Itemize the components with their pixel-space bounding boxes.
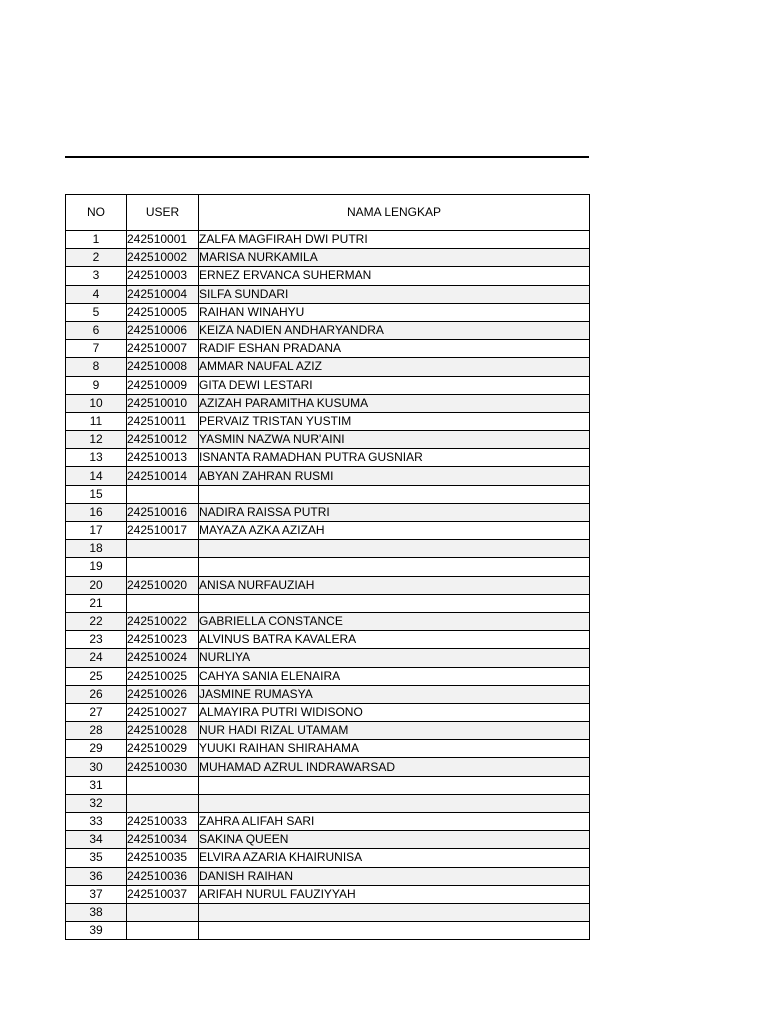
table-row [66,376,590,394]
header-no: NO [66,195,127,231]
table-row [66,321,590,339]
row-number-cell: 13 [66,449,127,467]
user-id-cell [127,594,199,612]
row-number-cell: 23 [66,631,127,649]
full-name-cell: ELVIRA AZARIA KHAIRUNISA [199,849,590,867]
user-id-cell: 242510024 [127,649,199,667]
user-id-cell: 242510005 [127,303,199,321]
full-name-cell: NUR HADI RIZAL UTAMAM [199,722,590,740]
row-number-cell: 31 [66,776,127,794]
user-id-cell: 242510020 [127,576,199,594]
user-id-cell: 242510013 [127,449,199,467]
table-row [66,685,590,703]
user-id-cell: 242510035 [127,849,199,867]
table-row [66,285,590,303]
row-number-cell: 18 [66,540,127,558]
user-id-cell: 242510033 [127,813,199,831]
user-id-cell: 242510030 [127,758,199,776]
user-id-cell: 242510002 [127,249,199,267]
full-name-cell: ARIFAH NURUL FAUZIYYAH [199,885,590,903]
full-name-cell: NURLIYA [199,649,590,667]
top-rule-divider [65,156,589,158]
full-name-cell: AZIZAH PARAMITHA KUSUMA [199,394,590,412]
row-number-cell: 28 [66,722,127,740]
user-id-cell: 242510011 [127,412,199,430]
user-roster-table [65,194,590,940]
full-name-cell: RAIHAN WINAHYU [199,303,590,321]
table-row [66,540,590,558]
row-number-cell: 24 [66,649,127,667]
full-name-cell [199,540,590,558]
row-number-cell: 25 [66,667,127,685]
full-name-cell: KEIZA NADIEN ANDHARYANDRA [199,321,590,339]
user-id-cell: 242510036 [127,867,199,885]
row-number-cell: 20 [66,576,127,594]
table-row [66,576,590,594]
header-user: USER [127,195,199,231]
table-row [66,885,590,903]
full-name-cell [199,485,590,503]
row-number-cell: 15 [66,485,127,503]
row-number-cell: 29 [66,740,127,758]
full-name-cell: ERNEZ ERVANCA SUHERMAN [199,267,590,285]
full-name-cell: SILFA SUNDARI [199,285,590,303]
full-name-cell: CAHYA SANIA ELENAIRA [199,667,590,685]
user-id-cell [127,922,199,940]
user-id-cell: 242510034 [127,831,199,849]
full-name-cell: MARISA NURKAMILA [199,249,590,267]
full-name-cell: PERVAIZ TRISTAN YUSTIM [199,412,590,430]
row-number-cell: 19 [66,558,127,576]
user-id-cell: 242510016 [127,503,199,521]
user-id-cell: 242510010 [127,394,199,412]
table-row [66,649,590,667]
table-row [66,340,590,358]
table-row [66,412,590,430]
table-row [66,303,590,321]
full-name-cell: ZAHRA ALIFAH SARI [199,813,590,831]
user-id-cell: 242510029 [127,740,199,758]
row-number-cell: 38 [66,903,127,921]
table-row [66,667,590,685]
user-id-cell: 242510025 [127,667,199,685]
table-row [66,249,590,267]
full-name-cell: NADIRA RAISSA PUTRI [199,503,590,521]
user-id-cell: 242510028 [127,722,199,740]
table-row [66,867,590,885]
user-id-cell: 242510014 [127,467,199,485]
table-row [66,849,590,867]
table-row [66,503,590,521]
table-row [66,903,590,921]
header-full-name: NAMA LENGKAP [199,195,590,231]
user-id-cell: 242510007 [127,340,199,358]
full-name-cell: YASMIN NAZWA NUR'AINI [199,431,590,449]
row-number-cell: 22 [66,612,127,630]
user-id-cell: 242510008 [127,358,199,376]
row-number-cell: 30 [66,758,127,776]
table-row [66,522,590,540]
row-number-cell: 5 [66,303,127,321]
table-row [66,594,590,612]
full-name-cell [199,776,590,794]
table-row [66,631,590,649]
row-number-cell: 35 [66,849,127,867]
full-name-cell: AMMAR NAUFAL AZIZ [199,358,590,376]
full-name-cell: YUUKI RAIHAN SHIRAHAMA [199,740,590,758]
row-number-cell: 37 [66,885,127,903]
table-row [66,358,590,376]
row-number-cell: 39 [66,922,127,940]
table-body [66,231,590,940]
user-id-cell: 242510012 [127,431,199,449]
user-id-cell [127,776,199,794]
full-name-cell: DANISH RAIHAN [199,867,590,885]
user-id-cell [127,903,199,921]
user-id-cell: 242510001 [127,231,199,249]
full-name-cell [199,558,590,576]
user-id-cell [127,558,199,576]
row-number-cell: 32 [66,794,127,812]
table-row [66,612,590,630]
full-name-cell: RADIF ESHAN PRADANA [199,340,590,358]
full-name-cell [199,794,590,812]
row-number-cell: 4 [66,285,127,303]
table-header-row [66,195,590,231]
user-id-cell [127,540,199,558]
row-number-cell: 33 [66,813,127,831]
table-row [66,431,590,449]
full-name-cell [199,922,590,940]
user-id-cell: 242510009 [127,376,199,394]
user-id-cell: 242510006 [127,321,199,339]
table-row [66,813,590,831]
full-name-cell: GITA DEWI LESTARI [199,376,590,394]
user-id-cell: 242510027 [127,703,199,721]
user-id-cell: 242510017 [127,522,199,540]
table-row [66,758,590,776]
table-row [66,922,590,940]
table-row [66,449,590,467]
row-number-cell: 1 [66,231,127,249]
row-number-cell: 9 [66,376,127,394]
full-name-cell: ALVINUS BATRA KAVALERA [199,631,590,649]
row-number-cell: 14 [66,467,127,485]
full-name-cell: ALMAYIRA PUTRI WIDISONO [199,703,590,721]
full-name-cell: MUHAMAD AZRUL INDRAWARSAD [199,758,590,776]
user-id-cell: 242510037 [127,885,199,903]
full-name-cell: ABYAN ZAHRAN RUSMI [199,467,590,485]
full-name-cell: ZALFA MAGFIRAH DWI PUTRI [199,231,590,249]
row-number-cell: 10 [66,394,127,412]
row-number-cell: 6 [66,321,127,339]
table-row [66,267,590,285]
row-number-cell: 7 [66,340,127,358]
user-id-cell: 242510022 [127,612,199,630]
table-row [66,703,590,721]
table-row [66,485,590,503]
row-number-cell: 8 [66,358,127,376]
full-name-cell: GABRIELLA CONSTANCE [199,612,590,630]
user-id-cell [127,794,199,812]
full-name-cell: ANISA NURFAUZIAH [199,576,590,594]
row-number-cell: 27 [66,703,127,721]
table-row [66,722,590,740]
row-number-cell: 21 [66,594,127,612]
full-name-cell: SAKINA QUEEN [199,831,590,849]
user-id-cell: 242510004 [127,285,199,303]
table-row [66,740,590,758]
user-id-cell: 242510023 [127,631,199,649]
table-row [66,394,590,412]
full-name-cell [199,594,590,612]
full-name-cell: JASMINE RUMASYA [199,685,590,703]
row-number-cell: 11 [66,412,127,430]
row-number-cell: 16 [66,503,127,521]
full-name-cell: MAYAZA AZKA AZIZAH [199,522,590,540]
row-number-cell: 2 [66,249,127,267]
full-name-cell: ISNANTA RAMADHAN PUTRA GUSNIAR [199,449,590,467]
table-row [66,467,590,485]
row-number-cell: 26 [66,685,127,703]
full-name-cell [199,903,590,921]
row-number-cell: 34 [66,831,127,849]
row-number-cell: 12 [66,431,127,449]
row-number-cell: 17 [66,522,127,540]
table-row [66,558,590,576]
table-row [66,794,590,812]
table-row [66,831,590,849]
row-number-cell: 36 [66,867,127,885]
table-row [66,776,590,794]
user-id-cell: 242510003 [127,267,199,285]
table-row [66,231,590,249]
user-id-cell [127,485,199,503]
user-id-cell: 242510026 [127,685,199,703]
row-number-cell: 3 [66,267,127,285]
